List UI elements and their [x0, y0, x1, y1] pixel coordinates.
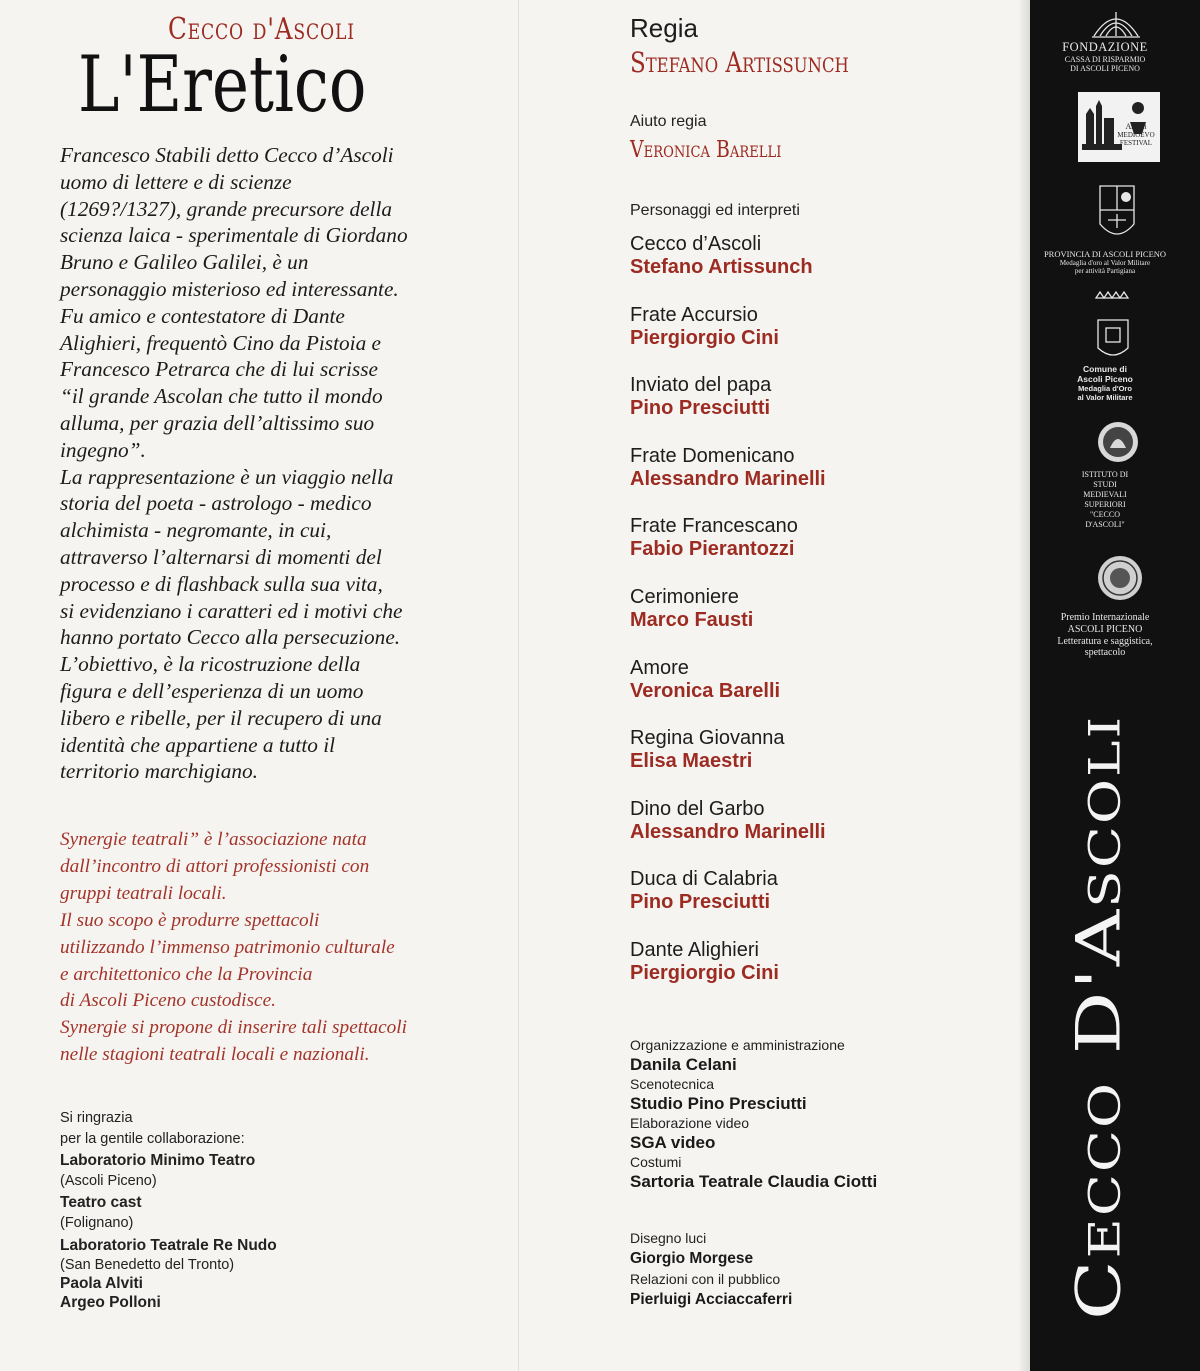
istituto-line-3: MEDIEVALI — [1083, 490, 1127, 499]
crew-list-2 — [630, 1228, 1020, 1310]
cast-item — [630, 656, 1010, 727]
intro-line: storia del poeta - astrologo - medico — [60, 491, 372, 516]
intro-line: territorio marchigiano. — [60, 759, 258, 784]
cast-list — [630, 232, 1010, 1009]
comune-line-3: Medaglia d'Oro — [1078, 384, 1132, 393]
thanks-intro-2: per la gentile collaborazione: — [60, 1131, 245, 1148]
intro-line: alluma, per grazia dell’altissimo suo — [60, 410, 375, 435]
thanks-intro-1: Si ringrazia — [60, 1110, 133, 1126]
fondazione-line-2: CASSA DI RISPARMIO — [1064, 55, 1146, 64]
thanks-block — [60, 1108, 380, 1312]
role: Inviato del papa — [630, 374, 772, 397]
fondazione-line-1: FONDAZIONE — [1062, 40, 1148, 54]
festival-line-3: FESTIVAL — [1119, 139, 1153, 147]
left-column — [0, 0, 518, 1371]
comune-crest-icon — [1090, 290, 1136, 362]
actor: Marco Fausti — [630, 608, 754, 631]
cast-item — [630, 232, 1010, 303]
intro-line: uomo di lettere e di scienze — [60, 169, 292, 194]
intro-line: Bruno e Galileo Galilei, è un — [60, 250, 309, 275]
synergy-line: nelle stagioni teatrali locali e nazionali. — [60, 1044, 370, 1066]
thanks-place-1: (Ascoli Piceno) — [60, 1173, 157, 1190]
cast-item — [630, 514, 1010, 585]
crew-value: Danila Celani — [630, 1055, 737, 1074]
premio-line-1: Premio Internazionale — [1060, 612, 1150, 623]
aiuto-regia-name: Veronica Barelli — [630, 137, 782, 163]
role: Amore — [630, 656, 689, 679]
intro-line: Alighieri, frequentò Cino da Pistoia e — [60, 330, 382, 355]
premio-medallion-icon — [1096, 554, 1144, 602]
synergy-line: utilizzando l’immenso patrimonio culturale — [60, 936, 395, 958]
intro-line: alchimista - negromante, in cui, — [60, 518, 332, 543]
vertical-title — [1054, 700, 1144, 1320]
cast-heading: Personaggi ed interpreti — [630, 202, 800, 219]
intro-line: L’obiettivo, è la ricostruzione della — [60, 652, 361, 677]
thanks-name-2: Teatro cast — [60, 1194, 142, 1212]
crew-value: Pierluigi Acciaccaferri — [630, 1291, 793, 1308]
role: Dante Alighieri — [630, 938, 759, 961]
crew-label: Relazioni con il pubblico — [630, 1271, 781, 1287]
cast-item — [630, 726, 1010, 797]
crew-label: Organizzazione e amministrazione — [630, 1037, 845, 1053]
page-title: L'Eretico — [78, 40, 367, 130]
istituto-line-4: SUPERIORI — [1084, 500, 1126, 509]
provincia-line-1: PROVINCIA DI ASCOLI PICENO — [1043, 249, 1167, 259]
synergy-line: gruppi teatrali locali. — [60, 882, 227, 904]
intro-line: Francesco Petrarca che di lui scrisse — [60, 357, 378, 382]
intro-line: personaggio misterioso ed interessante. — [60, 276, 399, 301]
aiuto-regia-label: Aiuto regia — [630, 113, 707, 130]
premio-line-4: spettacolo — [1084, 647, 1126, 658]
comune-line-1: Comune di — [1083, 364, 1127, 374]
role: Dino del Garbo — [630, 797, 765, 820]
crew-label: Disegno luci — [630, 1230, 707, 1246]
role: Cecco d’Ascoli — [630, 233, 762, 255]
fold-line — [518, 0, 519, 1371]
premio-line-2: ASCOLI PICENO — [1067, 624, 1143, 635]
intro-line: figura e dell’esperienza di un uomo — [60, 678, 364, 703]
premio-line-3: Letteratura e saggistica, — [1057, 636, 1153, 647]
cast-item — [630, 938, 1010, 1009]
cast-item — [630, 373, 1010, 444]
provincia-line-3: per attività Partigiana — [1074, 267, 1136, 275]
synergy-text — [60, 827, 490, 1069]
cast-item — [630, 797, 1010, 868]
comune-line-4: al Valor Militare — [1077, 393, 1133, 402]
intro-line: si evidenziano i caratteri ed i motivi che — [60, 598, 403, 623]
fondazione-line-3: DI ASCOLI PICENO — [1070, 64, 1140, 73]
crew-value: Sartoria Teatrale Claudia Ciotti — [630, 1172, 878, 1191]
crew-list — [630, 1037, 1020, 1193]
intro-line: Fu amico e contestatore di Dante — [60, 303, 345, 328]
role: Duca di Calabria — [630, 868, 778, 891]
intro-line: attraverso l’alternarsi di momenti del — [60, 544, 382, 569]
thanks-name-1: Laboratorio Minimo Teatro — [60, 1152, 256, 1170]
intro-line: La rappresentazione è un viaggio nella — [60, 464, 394, 489]
intro-line: identità che appartiene a tutto il — [60, 732, 336, 757]
synergy-line: e architettonico che la Provincia — [60, 963, 313, 985]
istituto-line-1: ISTITUTO DI — [1081, 470, 1129, 479]
role: Frate Accursio — [630, 303, 758, 326]
cast-item — [630, 444, 1010, 515]
actor: Veronica Barelli — [630, 679, 781, 702]
center-column — [630, 0, 1020, 1371]
synergy-line: Synergie teatrali” è l’associazione nata — [60, 829, 367, 850]
crew-label: Elaborazione video — [630, 1115, 750, 1131]
istituto-seal-icon — [1096, 420, 1140, 464]
vertical-title-text: Cecco D'Ascoli — [1063, 714, 1135, 1320]
thanks-person-1: Paola Alviti — [60, 1274, 143, 1292]
role: Frate Domenicano — [630, 444, 795, 467]
actor: Fabio Pierantozzi — [630, 538, 795, 561]
crew-label: Costumi — [630, 1154, 682, 1170]
crew-value: SGA video — [630, 1133, 716, 1152]
crew-value: Studio Pino Presciutti — [630, 1094, 807, 1113]
cast-item — [630, 585, 1010, 656]
actor: Pino Presciutti — [630, 891, 771, 914]
supertitle: Cecco d'Ascoli — [168, 12, 355, 47]
role: Frate Francescano — [630, 515, 798, 538]
comune-line-2: Ascoli Piceno — [1077, 374, 1133, 384]
actor: Elisa Maestri — [630, 750, 753, 773]
actor: Alessandro Marinelli — [630, 467, 826, 490]
crew-label: Scenotecnica — [630, 1076, 715, 1092]
role: Cerimoniere — [630, 585, 739, 608]
role: Regina Giovanna — [630, 727, 785, 750]
thanks-person-2: Argeo Polloni — [60, 1293, 161, 1311]
intro-line: “il grande Ascolan che tutto il mondo — [60, 384, 383, 409]
intro-line: processo e di flashback sulla sua vita, — [60, 571, 383, 596]
provincia-line-2: Medaglia d'oro al Valor Militare — [1059, 259, 1151, 267]
intro-line: ingegno”. — [60, 437, 146, 462]
intro-line: scienza laica - sperimentale di Giordano — [60, 223, 408, 248]
cast-item — [630, 867, 1010, 938]
thanks-name-3: Laboratorio Teatrale Re Nudo — [60, 1236, 277, 1254]
fondazione-logo-icon — [1088, 6, 1144, 40]
thanks-place-3: (San Benedetto del Tronto) — [60, 1256, 235, 1273]
actor: Piergiorgio Cini — [630, 326, 779, 349]
festival-line-2: MEDIOEVO — [1117, 131, 1155, 139]
istituto-line-5: "CECCO — [1090, 510, 1120, 519]
regia-name: Stefano Artissunch — [630, 46, 849, 79]
synergy-line: dall’incontro di attori professionisti con — [60, 855, 370, 877]
crew-value: Giorgio Morgese — [630, 1250, 754, 1267]
synergy-line: Synergie si propone di inserire tali spettacoli — [60, 1017, 408, 1039]
festival-line-1: Ascoli — [1125, 122, 1147, 131]
synergy-line: Il suo scopo è produrre spettacoli — [60, 909, 320, 931]
intro-text — [60, 142, 480, 785]
intro-line: Francesco Stabili detto Cecco d’Ascoli — [60, 143, 394, 167]
actor: Stefano Artissunch — [630, 256, 813, 278]
intro-line: libero e ribelle, per il recupero di una — [60, 705, 382, 730]
istituto-line-2: STUDI — [1093, 480, 1117, 489]
istituto-line-6: D'ASCOLI" — [1085, 520, 1125, 529]
provincia-crest-icon — [1092, 184, 1142, 246]
actor: Piergiorgio Cini — [630, 961, 779, 984]
synergy-line: di Ascoli Piceno custodisce. — [60, 990, 276, 1012]
actor: Alessandro Marinelli — [630, 820, 826, 843]
thanks-place-2: (Folignano) — [60, 1215, 134, 1232]
intro-line: (1269?/1327), grande precursore della — [60, 196, 393, 221]
regia-label: Regia — [630, 13, 698, 43]
cast-item — [630, 303, 1010, 374]
festival-logo — [1078, 92, 1160, 162]
actor: Pino Presciutti — [630, 397, 771, 420]
intro-line: hanno portato Cecco alla persecuzione. — [60, 625, 401, 650]
